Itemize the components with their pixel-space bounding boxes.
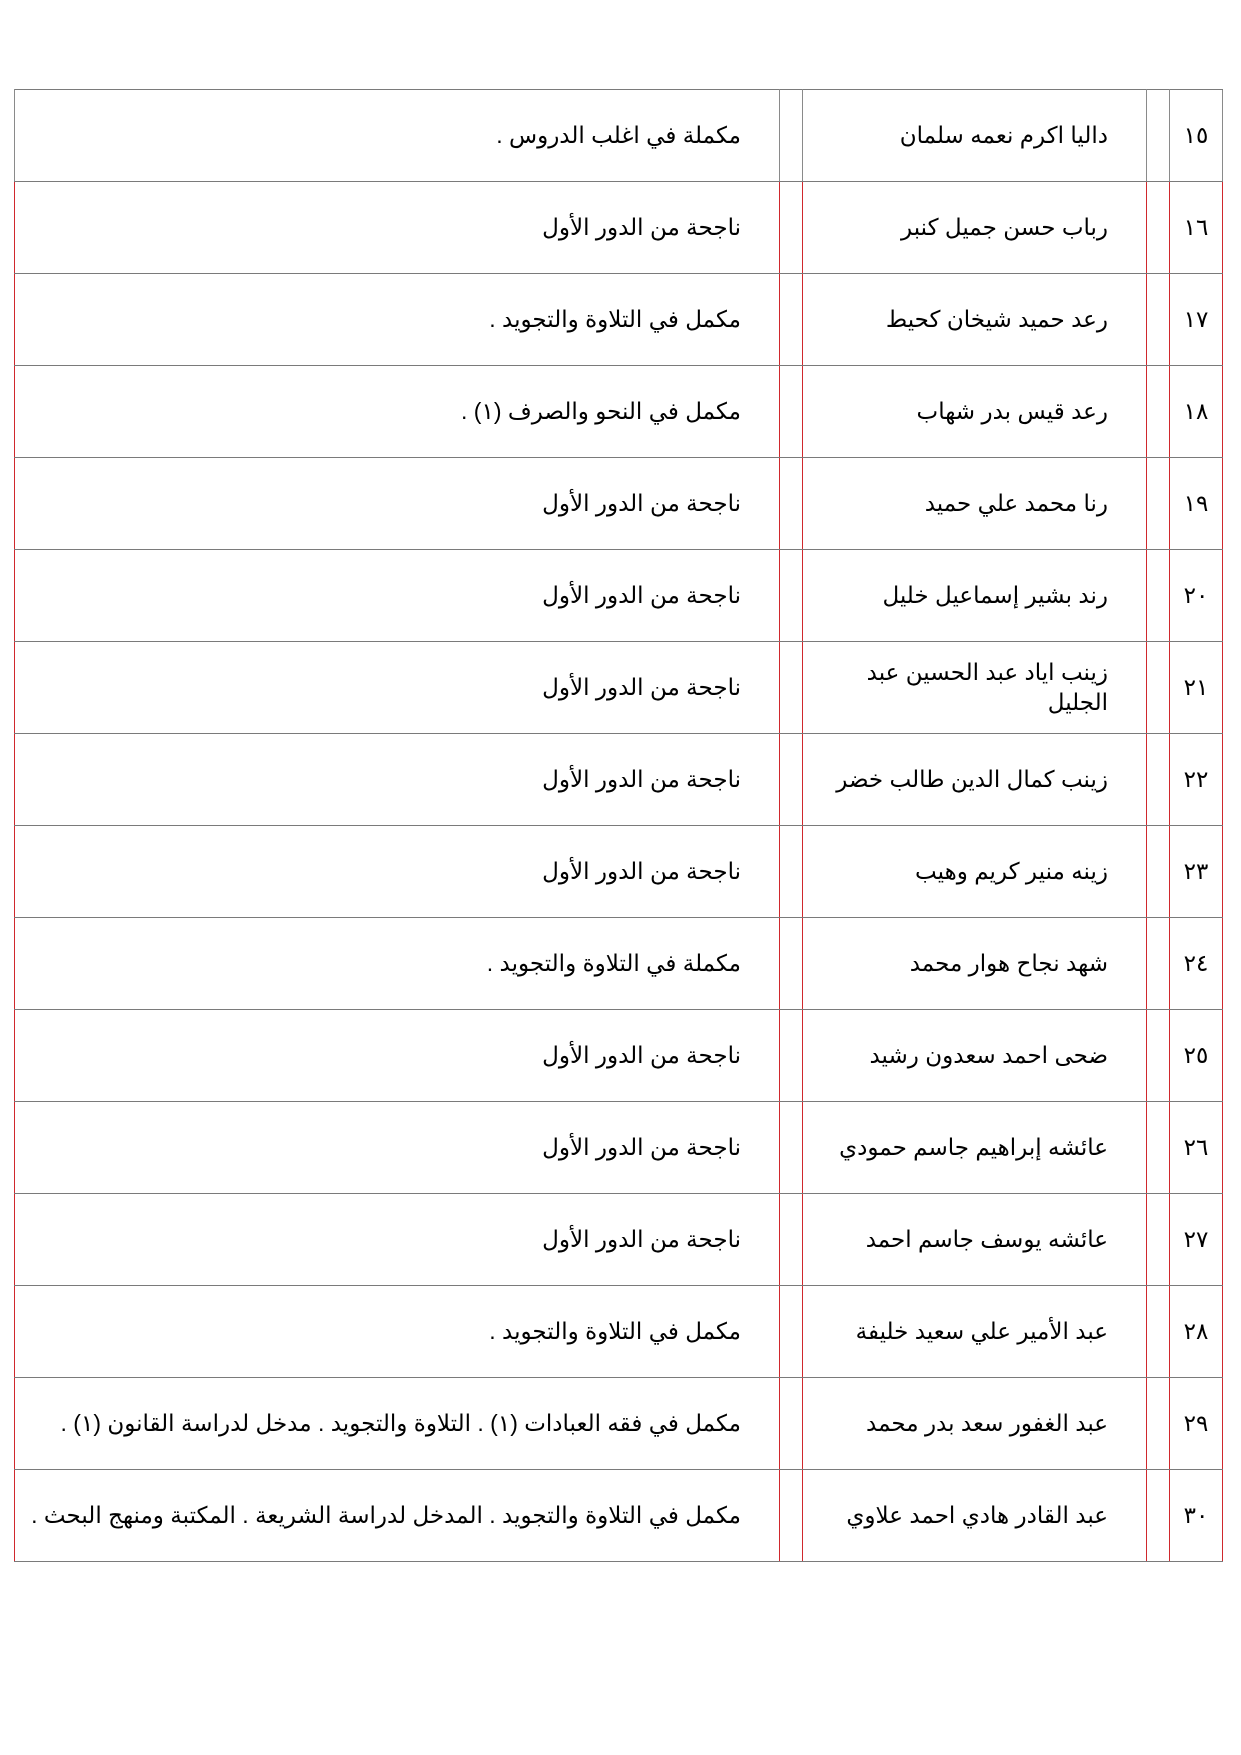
result-status-cell: مكمل في النحو والصرف (١) . — [15, 366, 780, 458]
spacer-cell — [1147, 274, 1170, 366]
spacer-cell — [780, 1102, 803, 1194]
student-name-cell: شهد نجاح هوار محمد — [803, 918, 1147, 1010]
table-row — [15, 1010, 1223, 1102]
spacer-cell — [1147, 1102, 1170, 1194]
result-status-cell: ناجحة من الدور الأول — [15, 1194, 780, 1286]
table-row — [15, 1194, 1223, 1286]
row-number-cell: ٢٠ — [1170, 550, 1223, 642]
result-status-cell: مكمل في التلاوة والتجويد . المدخل لدراسة الشريعة . المكتبة ومنهج البحث . — [15, 1470, 780, 1562]
results-table — [14, 89, 1223, 1562]
spacer-cell — [780, 918, 803, 1010]
row-number-cell: ٢٤ — [1170, 918, 1223, 1010]
spacer-cell — [780, 366, 803, 458]
table-row — [15, 1470, 1223, 1562]
spacer-cell — [780, 642, 803, 734]
row-number-cell: ٢١ — [1170, 642, 1223, 734]
row-number-cell: ١٩ — [1170, 458, 1223, 550]
spacer-cell — [1147, 182, 1170, 274]
spacer-cell — [780, 1010, 803, 1102]
spacer-cell — [780, 1470, 803, 1562]
result-status-cell: ناجحة من الدور الأول — [15, 182, 780, 274]
spacer-cell — [1147, 458, 1170, 550]
result-status-cell: ناجحة من الدور الأول — [15, 826, 780, 918]
spacer-cell — [780, 182, 803, 274]
spacer-cell — [780, 90, 803, 182]
result-status-cell: ناجحة من الدور الأول — [15, 1010, 780, 1102]
row-number-cell: ٢٢ — [1170, 734, 1223, 826]
spacer-cell — [1147, 1470, 1170, 1562]
result-status-cell: مكمل في التلاوة والتجويد . — [15, 1286, 780, 1378]
row-number-cell: ١٨ — [1170, 366, 1223, 458]
result-status-cell: ناجحة من الدور الأول — [15, 734, 780, 826]
row-number-cell: ٢٥ — [1170, 1010, 1223, 1102]
spacer-cell — [780, 274, 803, 366]
table-row — [15, 1286, 1223, 1378]
spacer-cell — [1147, 1194, 1170, 1286]
table-row — [15, 550, 1223, 642]
student-name-cell: زينب اياد عبد الحسين عبد الجليل — [803, 642, 1147, 734]
result-status-cell: ناجحة من الدور الأول — [15, 1102, 780, 1194]
student-name-cell: رباب حسن جميل كنبر — [803, 182, 1147, 274]
result-status-cell: ناجحة من الدور الأول — [15, 458, 780, 550]
row-number-cell: ٢٨ — [1170, 1286, 1223, 1378]
table-row — [15, 366, 1223, 458]
table-row — [15, 182, 1223, 274]
student-name-cell: ضحى احمد سعدون رشيد — [803, 1010, 1147, 1102]
spacer-cell — [780, 734, 803, 826]
table-row — [15, 274, 1223, 366]
row-number-cell: ٢٧ — [1170, 1194, 1223, 1286]
student-name-cell: عائشه إبراهيم جاسم حمودي — [803, 1102, 1147, 1194]
row-number-cell: ٢٦ — [1170, 1102, 1223, 1194]
result-status-cell: مكمل في التلاوة والتجويد . — [15, 274, 780, 366]
table-row — [15, 642, 1223, 734]
row-number-cell: ٢٣ — [1170, 826, 1223, 918]
table-row — [15, 734, 1223, 826]
spacer-cell — [1147, 734, 1170, 826]
student-name-cell: رعد حميد شيخان كحيط — [803, 274, 1147, 366]
result-status-cell: مكمل في فقه العبادات (١) . التلاوة والتجويد . مدخل لدراسة القانون (١) . — [15, 1378, 780, 1470]
results-table-body — [15, 90, 1223, 1562]
student-name-cell: زينه منير كريم وهيب — [803, 826, 1147, 918]
spacer-cell — [1147, 550, 1170, 642]
student-name-cell: عبد الغفور سعد بدر محمد — [803, 1378, 1147, 1470]
student-name-cell: رعد قيس بدر شهاب — [803, 366, 1147, 458]
row-number-cell: ١٦ — [1170, 182, 1223, 274]
result-status-cell: ناجحة من الدور الأول — [15, 642, 780, 734]
spacer-cell — [780, 1286, 803, 1378]
student-name-cell: عبد القادر هادي احمد علاوي — [803, 1470, 1147, 1562]
spacer-cell — [780, 458, 803, 550]
table-row — [15, 90, 1223, 182]
student-name-cell: رند بشير إسماعيل خليل — [803, 550, 1147, 642]
table-row — [15, 458, 1223, 550]
student-name-cell: زينب كمال الدين طالب خضر — [803, 734, 1147, 826]
table-row — [15, 1378, 1223, 1470]
spacer-cell — [1147, 642, 1170, 734]
spacer-cell — [1147, 826, 1170, 918]
row-number-cell: ٢٩ — [1170, 1378, 1223, 1470]
spacer-cell — [1147, 1010, 1170, 1102]
row-number-cell: ١٧ — [1170, 274, 1223, 366]
spacer-cell — [1147, 1286, 1170, 1378]
row-number-cell: ١٥ — [1170, 90, 1223, 182]
result-status-cell: مكملة في اغلب الدروس . — [15, 90, 780, 182]
table-row — [15, 918, 1223, 1010]
spacer-cell — [780, 1378, 803, 1470]
spacer-cell — [1147, 1378, 1170, 1470]
spacer-cell — [780, 1194, 803, 1286]
spacer-cell — [1147, 918, 1170, 1010]
spacer-cell — [1147, 366, 1170, 458]
student-name-cell: داليا اكرم نعمه سلمان — [803, 90, 1147, 182]
student-name-cell: عائشه يوسف جاسم احمد — [803, 1194, 1147, 1286]
student-name-cell: رنا محمد علي حميد — [803, 458, 1147, 550]
row-number-cell: ٣٠ — [1170, 1470, 1223, 1562]
result-status-cell: مكملة في التلاوة والتجويد . — [15, 918, 780, 1010]
table-row — [15, 1102, 1223, 1194]
spacer-cell — [780, 826, 803, 918]
spacer-cell — [1147, 90, 1170, 182]
student-name-cell: عبد الأمير علي سعيد خليفة — [803, 1286, 1147, 1378]
table-row — [15, 826, 1223, 918]
spacer-cell — [780, 550, 803, 642]
result-status-cell: ناجحة من الدور الأول — [15, 550, 780, 642]
